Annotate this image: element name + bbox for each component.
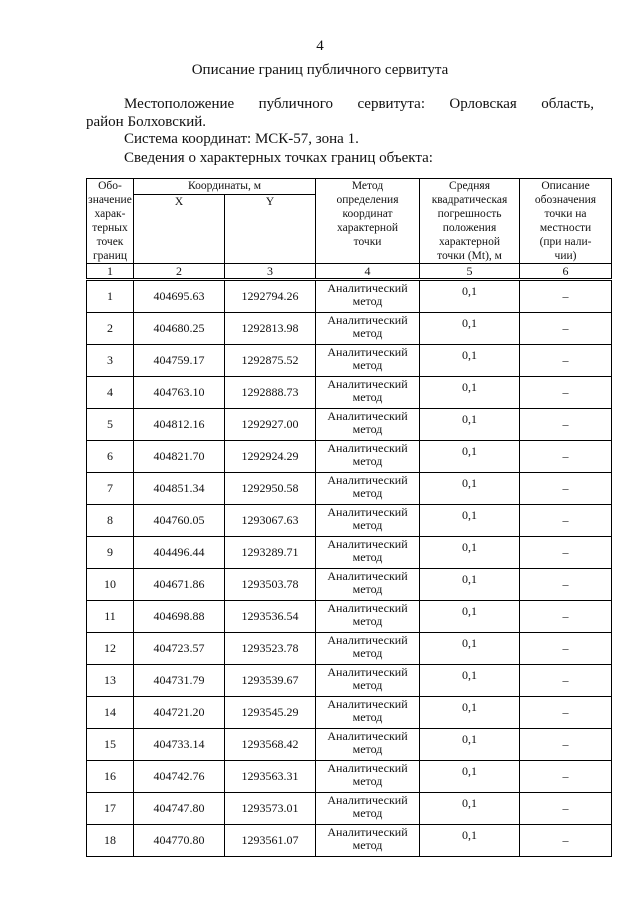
cell-point-number: 15 xyxy=(87,729,134,761)
cell-point-number: 13 xyxy=(87,665,134,697)
cell-mt: 0,1 xyxy=(420,825,520,857)
cell-x: 404723.57 xyxy=(134,633,225,665)
header-description xyxy=(520,179,612,264)
header-point-designation xyxy=(87,179,134,264)
column-number: 5 xyxy=(420,264,520,280)
table-row xyxy=(87,633,612,665)
location-word: публичного xyxy=(258,96,334,112)
cell-mt: 0,1 xyxy=(420,665,520,697)
cell-mt: 0,1 xyxy=(420,633,520,665)
cell-description: – xyxy=(520,761,612,793)
location-paragraph xyxy=(86,95,594,131)
cell-method: Аналитический метод xyxy=(316,409,420,441)
table-row xyxy=(87,345,612,377)
table-row xyxy=(87,825,612,857)
cell-description: – xyxy=(520,280,612,313)
cell-description: – xyxy=(520,601,612,633)
cell-point-number: 4 xyxy=(87,377,134,409)
cell-method: Аналитический метод xyxy=(316,665,420,697)
cell-description: – xyxy=(520,793,612,825)
cell-x: 404763.10 xyxy=(134,377,225,409)
cell-method: Аналитический метод xyxy=(316,633,420,665)
header-description-text: Описание обозначения точки на местности (при нали- чии) xyxy=(534,180,597,262)
cell-y: 1292924.29 xyxy=(225,441,316,473)
cell-y: 1293573.01 xyxy=(225,793,316,825)
cell-method: Аналитический метод xyxy=(316,697,420,729)
cell-method: Аналитический метод xyxy=(316,280,420,313)
cell-description: – xyxy=(520,633,612,665)
document-title: Описание границ публичного сервитута xyxy=(191,62,449,78)
header-x: X xyxy=(134,195,225,264)
cell-y: 1293563.31 xyxy=(225,761,316,793)
cell-x: 404695.63 xyxy=(134,280,225,313)
cell-y: 1293503.78 xyxy=(225,569,316,601)
cell-x: 404733.14 xyxy=(134,729,225,761)
cell-description: – xyxy=(520,825,612,857)
cell-point-number: 10 xyxy=(87,569,134,601)
cell-x: 404821.70 xyxy=(134,441,225,473)
cell-method: Аналитический метод xyxy=(316,313,420,345)
cell-x: 404851.34 xyxy=(134,473,225,505)
cell-description: – xyxy=(520,537,612,569)
cell-point-number: 5 xyxy=(87,409,134,441)
table-row xyxy=(87,665,612,697)
table-row xyxy=(87,537,612,569)
cell-description: – xyxy=(520,441,612,473)
cell-method: Аналитический метод xyxy=(316,569,420,601)
cell-x: 404496.44 xyxy=(134,537,225,569)
header-error xyxy=(420,179,520,264)
cell-method: Аналитический метод xyxy=(316,825,420,857)
location-word: сервитута: xyxy=(357,96,425,112)
cell-description: – xyxy=(520,473,612,505)
cell-mt: 0,1 xyxy=(420,729,520,761)
cell-mt: 0,1 xyxy=(420,761,520,793)
cell-x: 404671.86 xyxy=(134,569,225,601)
cell-point-number: 1 xyxy=(87,280,134,313)
cell-mt: 0,1 xyxy=(420,345,520,377)
cell-method: Аналитический метод xyxy=(316,601,420,633)
cell-description: – xyxy=(520,729,612,761)
cell-mt: 0,1 xyxy=(420,505,520,537)
table-row xyxy=(87,569,612,601)
cell-x: 404770.80 xyxy=(134,825,225,857)
cell-y: 1293067.63 xyxy=(225,505,316,537)
column-number: 1 xyxy=(87,264,134,280)
cell-method: Аналитический метод xyxy=(316,345,420,377)
cell-description: – xyxy=(520,409,612,441)
cell-method: Аналитический метод xyxy=(316,537,420,569)
cell-point-number: 11 xyxy=(87,601,134,633)
header-method-text: Метод определения координат характерной точки xyxy=(336,180,399,248)
column-number: 2 xyxy=(134,264,225,280)
cell-mt: 0,1 xyxy=(420,601,520,633)
column-number: 3 xyxy=(225,264,316,280)
table-row xyxy=(87,409,612,441)
points-table xyxy=(86,178,612,857)
cell-x: 404760.05 xyxy=(134,505,225,537)
table-row xyxy=(87,377,612,409)
column-number: 6 xyxy=(520,264,612,280)
cell-point-number: 6 xyxy=(87,441,134,473)
column-number-row xyxy=(87,264,612,280)
cell-point-number: 16 xyxy=(87,761,134,793)
table-row xyxy=(87,697,612,729)
cell-mt: 0,1 xyxy=(420,280,520,313)
cell-description: – xyxy=(520,697,612,729)
cell-y: 1292888.73 xyxy=(225,377,316,409)
cell-method: Аналитический метод xyxy=(316,729,420,761)
table-row xyxy=(87,441,612,473)
cell-x: 404759.17 xyxy=(134,345,225,377)
coordinate-system: Система координат: МСК-57, зона 1. xyxy=(124,131,359,147)
cell-point-number: 8 xyxy=(87,505,134,537)
cell-y: 1292927.00 xyxy=(225,409,316,441)
table-row xyxy=(87,313,612,345)
cell-point-number: 7 xyxy=(87,473,134,505)
location-line-1 xyxy=(86,95,594,113)
cell-y: 1293289.71 xyxy=(225,537,316,569)
cell-description: – xyxy=(520,345,612,377)
cell-mt: 0,1 xyxy=(420,569,520,601)
table-row xyxy=(87,280,612,313)
cell-x: 404747.80 xyxy=(134,793,225,825)
cell-x: 404721.20 xyxy=(134,697,225,729)
cell-point-number: 14 xyxy=(87,697,134,729)
cell-point-number: 3 xyxy=(87,345,134,377)
cell-x: 404812.16 xyxy=(134,409,225,441)
cell-y: 1293568.42 xyxy=(225,729,316,761)
header-error-text: Средняя квадратическая погрешность положения характерной точки (Mt), м xyxy=(431,180,508,262)
table-row xyxy=(87,473,612,505)
cell-description: – xyxy=(520,665,612,697)
cell-mt: 0,1 xyxy=(420,537,520,569)
cell-mt: 0,1 xyxy=(420,793,520,825)
cell-y: 1292813.98 xyxy=(225,313,316,345)
cell-point-number: 2 xyxy=(87,313,134,345)
cell-method: Аналитический метод xyxy=(316,473,420,505)
header-point-designation-text: Обо- значение харак- терных точек границ xyxy=(88,180,132,262)
cell-point-number: 17 xyxy=(87,793,134,825)
cell-mt: 0,1 xyxy=(420,377,520,409)
cell-y: 1292794.26 xyxy=(225,280,316,313)
cell-mt: 0,1 xyxy=(420,313,520,345)
cell-method: Аналитический метод xyxy=(316,793,420,825)
cell-mt: 0,1 xyxy=(420,441,520,473)
location-line-2: район Болховский. xyxy=(86,114,207,130)
cell-y: 1292950.58 xyxy=(225,473,316,505)
cell-point-number: 12 xyxy=(87,633,134,665)
table-row xyxy=(87,761,612,793)
header-coordinates: Координаты, м xyxy=(134,179,316,195)
cell-x: 404698.88 xyxy=(134,601,225,633)
cell-point-number: 18 xyxy=(87,825,134,857)
location-word: Местоположение xyxy=(124,96,235,112)
cell-y: 1293536.54 xyxy=(225,601,316,633)
cell-method: Аналитический метод xyxy=(316,377,420,409)
cell-y: 1293539.67 xyxy=(225,665,316,697)
points-intro: Сведения о характерных точках границ объекта: xyxy=(124,150,433,166)
column-number: 4 xyxy=(316,264,420,280)
cell-x: 404742.76 xyxy=(134,761,225,793)
points-table-body xyxy=(87,264,612,857)
cell-mt: 0,1 xyxy=(420,409,520,441)
table-row xyxy=(87,505,612,537)
page-number: 4 xyxy=(316,38,324,54)
cell-x: 404731.79 xyxy=(134,665,225,697)
cell-method: Аналитический метод xyxy=(316,761,420,793)
cell-y: 1293545.29 xyxy=(225,697,316,729)
cell-description: – xyxy=(520,377,612,409)
header-method xyxy=(316,179,420,264)
location-word: Орловская xyxy=(449,96,517,112)
cell-y: 1292875.52 xyxy=(225,345,316,377)
cell-description: – xyxy=(520,313,612,345)
location-word: область, xyxy=(541,96,594,112)
cell-method: Аналитический метод xyxy=(316,505,420,537)
cell-description: – xyxy=(520,569,612,601)
header-y: Y xyxy=(225,195,316,264)
table-row xyxy=(87,793,612,825)
cell-point-number: 9 xyxy=(87,537,134,569)
table-row xyxy=(87,729,612,761)
cell-mt: 0,1 xyxy=(420,473,520,505)
table-row xyxy=(87,601,612,633)
cell-description: – xyxy=(520,505,612,537)
cell-method: Аналитический метод xyxy=(316,441,420,473)
cell-x: 404680.25 xyxy=(134,313,225,345)
cell-y: 1293523.78 xyxy=(225,633,316,665)
cell-mt: 0,1 xyxy=(420,697,520,729)
cell-y: 1293561.07 xyxy=(225,825,316,857)
